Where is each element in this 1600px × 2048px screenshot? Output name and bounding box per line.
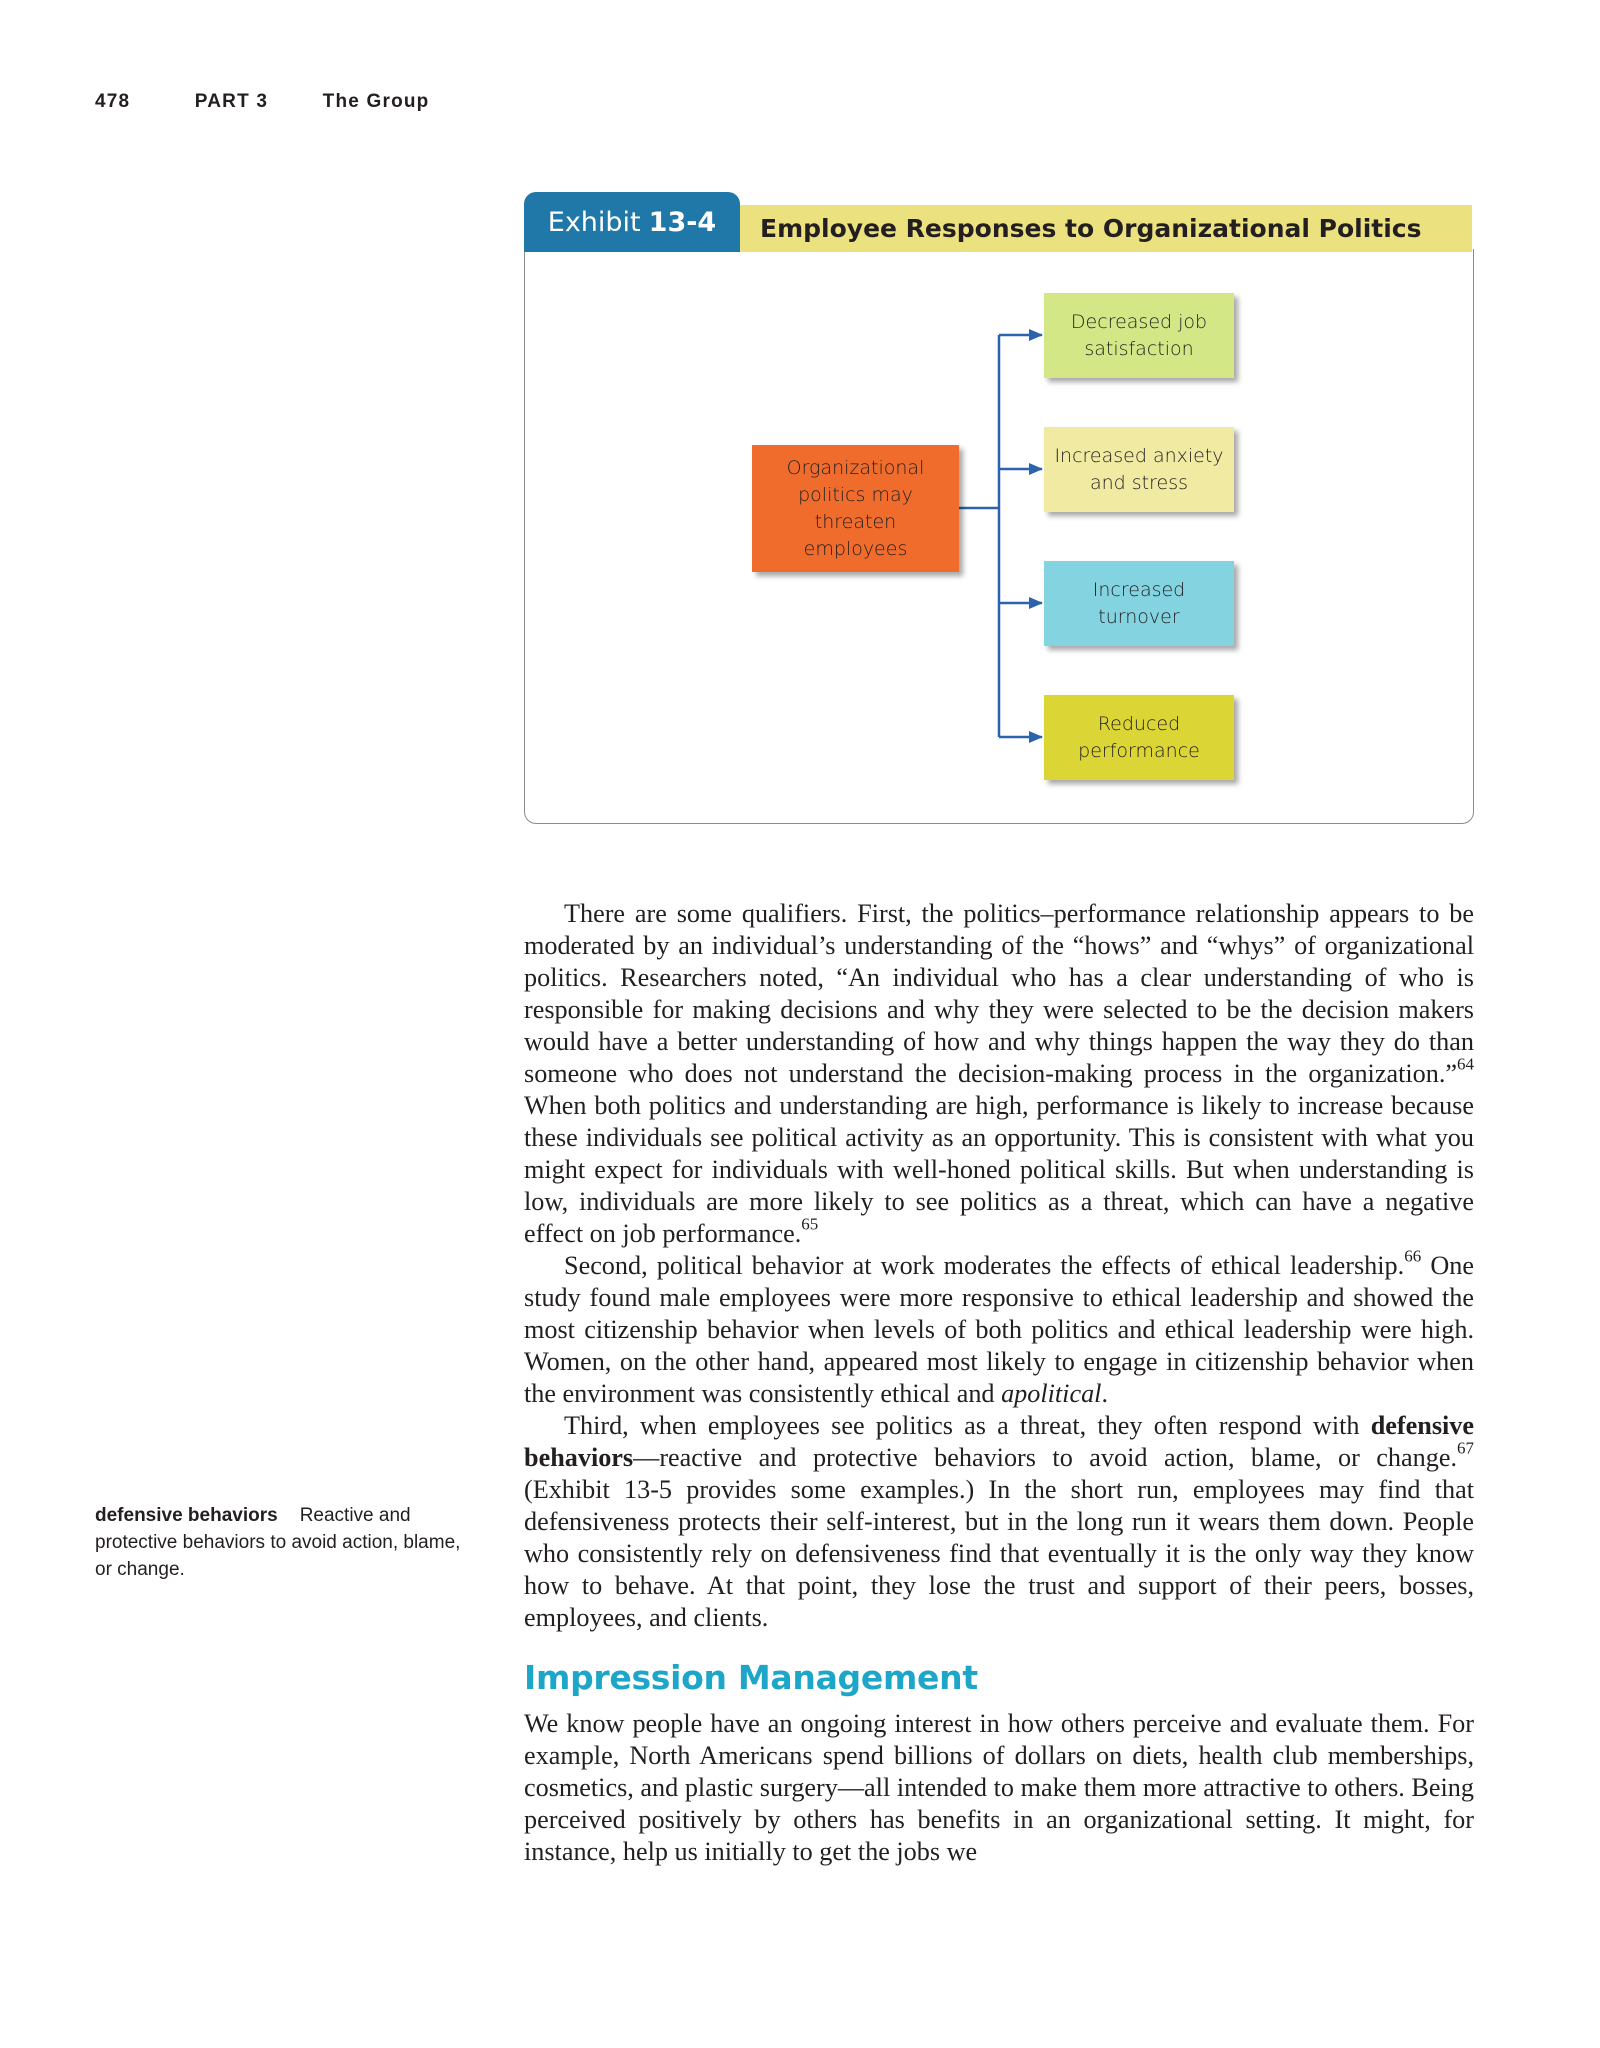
glossary-term: defensive behaviors <box>95 1505 278 1526</box>
outcome-label: Reduced performance <box>1078 712 1200 762</box>
body-text <box>524 898 1474 1868</box>
italic-term: apolitical <box>1001 1379 1102 1408</box>
outcome-node-anxiety-stress <box>1044 427 1234 512</box>
paragraph-text: One study found male employees were more responsive to ethical leadership and showed the most citizenship behavior when levels of both politics and ethical leadership were high. Women, on the other hand, appeared most likely to engage in citizenship behavior when the environment was consistently ethical and <box>524 1251 1474 1408</box>
footnote-ref: 64 <box>1457 1054 1474 1074</box>
paragraph-text: (Exhibit 13-5 provides some examples.) In the short run, employees may find that defensiveness protects their self-interest, but in the long run it wears them down. People who consistently rely on defensiveness find that eventually it is the only way they know how to behave. At that point, they lose the trust and support of their peers, bosses, employees, and clients. <box>524 1475 1474 1632</box>
paragraph-defensive-behaviors <box>524 1410 1474 1634</box>
source-node <box>752 445 959 572</box>
source-node-label: Organizational politics may threaten employees <box>786 456 925 560</box>
section-heading: Impression Management <box>524 1658 978 1697</box>
exhibit-label-word: Exhibit <box>547 206 641 238</box>
outcome-node-job-satisfaction <box>1044 293 1234 378</box>
paragraph-text: —reactive and protective behaviors to avoid action, blame, or change. <box>633 1443 1457 1472</box>
exhibit-label-number: 13-4 <box>648 206 717 238</box>
exhibit-13-4 <box>524 192 1474 832</box>
margin-glossary-note <box>95 1502 465 1583</box>
outcome-label: Increased turnover <box>1092 578 1186 628</box>
footnote-ref: 65 <box>801 1214 819 1234</box>
paragraph-qualifiers <box>524 898 1474 1250</box>
paragraph-impression-management: We know people have an ongoing interest in how others perceive and evaluate them. For example, North Americans spend billions of dollars on diets, health club memberships, cosmetics, and plastic surgery—all intended to make them more attractive to others. Being perceived positively by others has benefits in an organizational setting. It might, for instance, help us initially to get the jobs we <box>524 1709 1474 1866</box>
outcome-label: Increased anxiety and stress <box>1054 444 1224 494</box>
footnote-ref: 67 <box>1457 1438 1474 1458</box>
glossary-definition: Reactive and protective behaviors to avoid action, blame, or change. <box>95 1505 461 1580</box>
paragraph-text: When both politics and understanding are high, performance is likely to increase because these individuals see political activity as an opportunity. This is consistent with what you might expect for individuals with well-honed political skills. But when understanding is low, individuals are more likely to see politics as a threat, which can have a negative effect on job performance. <box>524 1091 1474 1248</box>
outcome-node-turnover <box>1044 561 1234 646</box>
part-title: The Group <box>322 91 430 112</box>
paragraph-text: Third, when employees see politics as a threat, they often respond with <box>564 1411 1371 1440</box>
paragraph-text: . <box>1101 1379 1109 1408</box>
footnote-ref: 66 <box>1404 1246 1422 1266</box>
exhibit-title: Employee Responses to Organizational Politics <box>740 205 1472 252</box>
part-label: PART 3 <box>194 91 269 112</box>
outcome-label: Decreased job satisfaction <box>1070 310 1208 360</box>
running-head <box>95 91 430 113</box>
paragraph-text: There are some qualifiers. First, the politics–performance relationship appears to be moderated by an individual’s understanding of the “hows” and “whys” of organizational politics. Researchers noted, “An individual who has a clear understanding of who is responsible for making decisions and why they were selected to be the decision makers would have a better understanding of how and why things happen the way they do than someone who does not understand the decision-making process in the organization.” <box>524 899 1474 1088</box>
page-number: 478 <box>95 91 131 112</box>
key-term: defensive behaviors <box>524 1411 1474 1472</box>
paragraph-ethical-leadership <box>524 1246 1474 1410</box>
flow-connectors <box>524 192 1474 832</box>
outcome-node-performance <box>1044 695 1234 780</box>
paragraph-text: Second, political behavior at work moderates the effects of ethical leadership. <box>564 1251 1405 1280</box>
